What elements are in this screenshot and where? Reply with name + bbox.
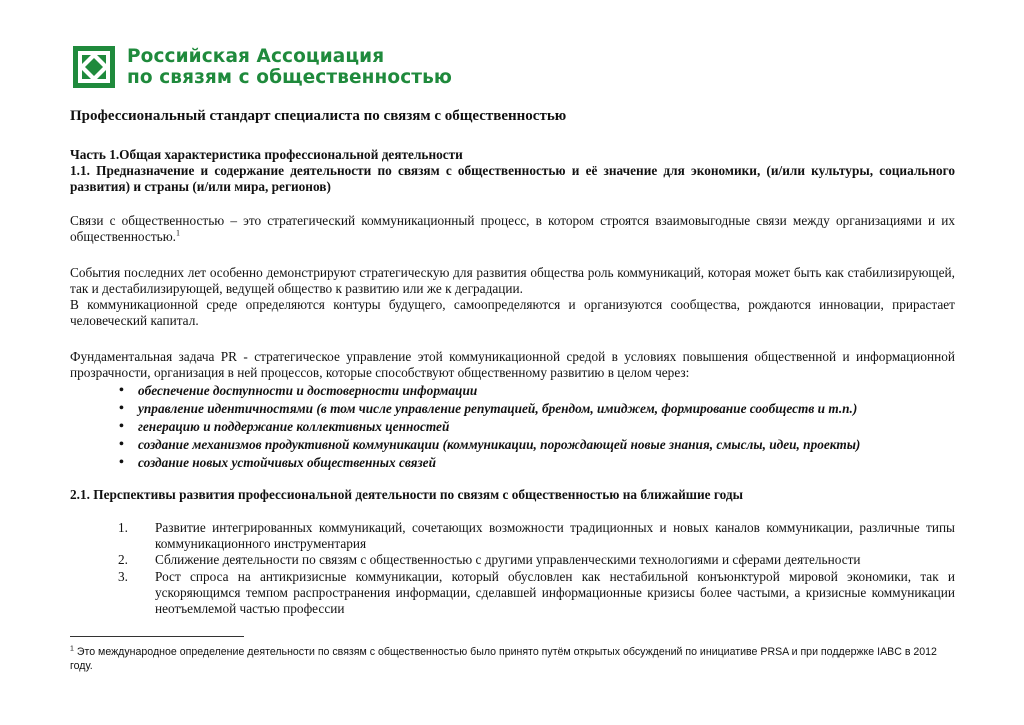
numbered-list	[118, 520, 955, 617]
numbered-item	[118, 520, 955, 552]
logo-line-1: Российская Ассоциация	[127, 46, 385, 67]
part1-subheading: 1.1. Предназначение и содержание деятельности по связям с общественностью и её значение для экономики, (и/или культуры, социального развития) и страны (и/или мира, регионов)	[70, 163, 955, 195]
numbered-item	[118, 569, 955, 618]
bullet-item: • создание новых устойчивых общественных связей	[116, 454, 860, 472]
footnote	[70, 645, 955, 673]
item-text: Сближение деятельности по связям с общественностью с другими управленческими технологиями и сферами деятельности	[155, 552, 861, 568]
part1-heading: Часть 1.Общая характеристика профессиональной деятельности	[70, 147, 463, 162]
item-number: 3.	[118, 568, 128, 584]
bullet-list	[116, 382, 860, 472]
paragraph-1-text: Связи с общественностью – это стратегический коммуникационный процесс, в котором строятся взаимовыгодные связи между организациями и их общественностью.	[70, 213, 955, 245]
item-number: 1.	[118, 520, 128, 535]
section2-heading: 2.1. Перспективы развития профессиональной деятельности по связям с общественностью на ближайшие годы	[70, 487, 743, 502]
footnote-separator	[70, 636, 244, 637]
footnote-ref[interactable]: 1	[175, 228, 180, 238]
bullet-item: • создание механизмов продуктивной коммуникации (коммуникации, порождающей новые знания, смыслы, идеи, проекты)	[116, 436, 860, 454]
paragraph-3: В коммуникационной среде определяются контуры будущего, самоопределяются и организуются сообщества, рождаются инновации, прирастает человеческий капитал.	[70, 297, 955, 329]
item-text: Развитие интегрированных коммуникаций, сочетающих возможности традиционных и новых каналов коммуникации, различные типы коммуникационного инструментария	[155, 520, 955, 552]
rapr-logo	[73, 46, 452, 88]
paragraph-1	[70, 213, 955, 245]
logo-text	[127, 46, 452, 88]
bullet-item: • обеспечение доступности и достоверности информации	[116, 382, 860, 400]
bullet-item: • управление идентичностями (в том числе управление репутацией, брендом, имиджем, формирование сообществ и т.п.)	[116, 400, 860, 418]
logo-line-2: по связям с общественностью	[127, 67, 452, 88]
paragraph-2: События последних лет особенно демонстрируют стратегическую для развития общества роль коммуникаций, которая может быть как стабилизирующей, так и дестабилизирующей, ведущей общество к развитию или же к деградации.	[70, 265, 955, 297]
part1-heading-block	[70, 147, 955, 196]
item-text: Рост спроса на антикризисные коммуникации, который обусловлен как нестабильной конъюнктурой мировой экономики, так и ускоряющимся темпом распространения информации, сделавшей информационные кризисы более частыми, а кризисные коммуникации неотъемлемой частью профессии	[155, 568, 955, 617]
footnote-marker: 1	[70, 645, 74, 653]
document-title: Профессиональный стандарт специалиста по связям с общественностью	[70, 108, 567, 124]
item-number: 2.	[118, 552, 128, 568]
paragraph-4: Фундаментальная задача PR - стратегическое управление этой коммуникационной средой в условиях повышения общественной и информационной прозрачности, организация в ней процессов, которые способствуют общественному развитию в целом через:	[70, 349, 955, 381]
rapr-logo-icon	[73, 46, 115, 88]
bullet-item: • генерацию и поддержание коллективных ценностей	[116, 418, 860, 436]
numbered-item	[118, 552, 955, 568]
footnote-text: Это международное определение деятельности по связям с общественностью было принято путём открытых обсуждений по инициативе PRSA и при поддержке IABC в 2012 году.	[70, 646, 937, 672]
